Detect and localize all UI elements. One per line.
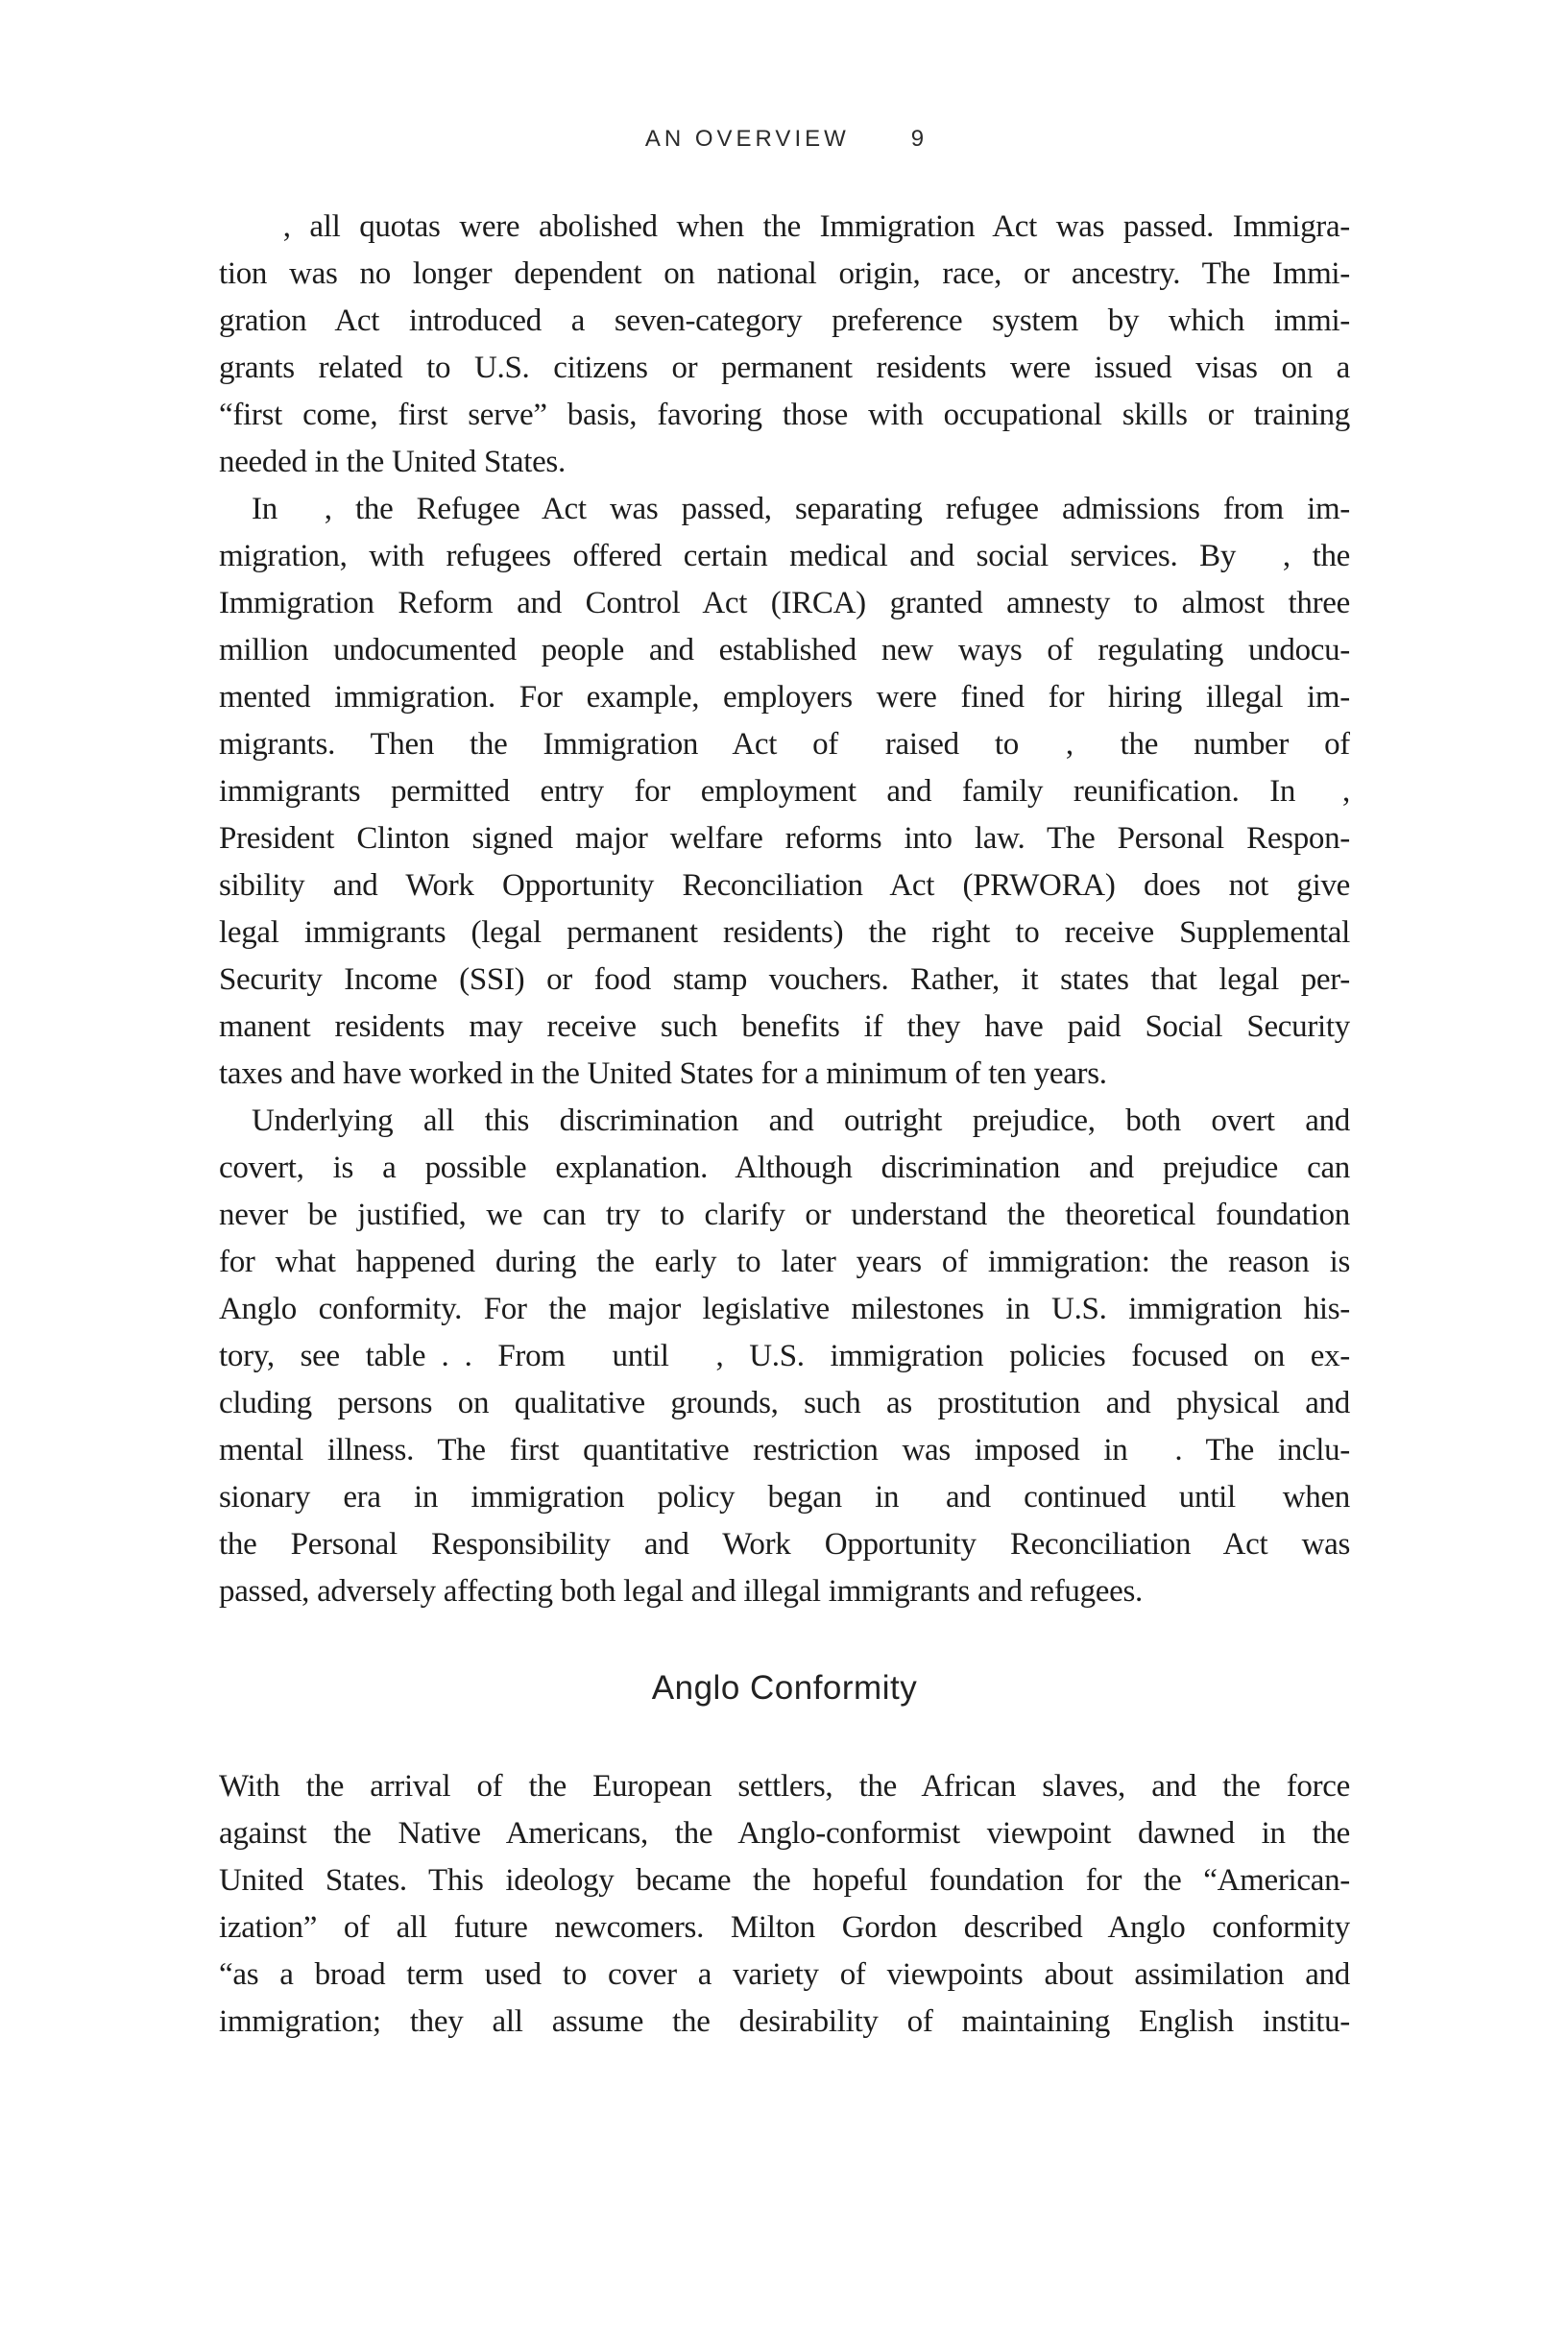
- section-paragraphs: [219, 1763, 1350, 2046]
- text-line: ization” of all future newcomers. Milton Gordon described Anglo conformity: [219, 1910, 1350, 1945]
- text-line: President Clinton signed major welfare reforms into law. The Personal Respon-: [219, 821, 1350, 856]
- text-line: gration Act introduced a seven-category preference system by which immi-: [219, 303, 1350, 338]
- text-line: tory, see table . . From until , U.S. immigration policies focused on ex-: [219, 1339, 1350, 1373]
- text-line: mental illness. The first quantitative restriction was imposed in . The inclu-: [219, 1433, 1350, 1467]
- text-line: manent residents may receive such benefits if they have paid Social Security: [219, 1009, 1350, 1044]
- running-header: [219, 126, 1350, 153]
- text-line: sionary era in immigration policy began in and continued until when: [219, 1480, 1350, 1515]
- text-line: United States. This ideology became the hopeful foundation for the “American-: [219, 1863, 1350, 1898]
- section-heading: Anglo Conformity: [651, 1669, 918, 1707]
- text-line: tion was no longer dependent on national origin, race, or ancestry. The Immi-: [219, 256, 1350, 291]
- text-line: cluding persons on qualitative grounds, such as prostitution and physical and: [219, 1386, 1350, 1420]
- text-line: migration, with refugees offered certain medical and social services. By , the: [219, 539, 1350, 573]
- text-line: , all quotas were abolished when the Immigration Act was passed. Immigra-: [252, 209, 1350, 244]
- running-title: AN OVERVIEW: [644, 126, 850, 152]
- paragraph: [219, 204, 1350, 486]
- text-line: passed, adversely affecting both legal and illegal immigrants and refugees.: [219, 1574, 1143, 1609]
- text-line: for what happened during the early to later years of immigration: the reason is: [219, 1245, 1350, 1279]
- text-column: [219, 204, 1350, 2046]
- text-line: needed in the United States.: [219, 445, 566, 479]
- text-line: grants related to U.S. citizens or permanent residents were issued visas on a: [219, 351, 1350, 385]
- paragraph: [219, 1763, 1350, 2046]
- text-line: covert, is a possible explanation. Although discrimination and prejudice can: [219, 1151, 1350, 1185]
- text-line: In , the Refugee Act was passed, separating refugee admissions from im-: [252, 492, 1350, 526]
- paragraph: [219, 486, 1350, 1098]
- text-line: never be justified, we can try to clarify or understand the theoretical foundation: [219, 1198, 1350, 1232]
- page-number: 9: [910, 126, 925, 152]
- text-line: immigrants permitted entry for employment and family reunification. In ,: [219, 774, 1350, 809]
- text-line: sibility and Work Opportunity Reconciliation Act (PRWORA) does not give: [219, 868, 1350, 903]
- text-line: against the Native Americans, the Anglo-conformist viewpoint dawned in the: [219, 1816, 1350, 1851]
- text-line: immigration; they all assume the desirability of maintaining English institu-: [219, 2004, 1350, 2039]
- text-line: Immigration Reform and Control Act (IRCA) granted amnesty to almost three: [219, 586, 1350, 620]
- text-line: “first come, first serve” basis, favoring those with occupational skills or training: [219, 398, 1350, 432]
- paragraph: [219, 1098, 1350, 1615]
- text-line: migrants. Then the Immigration Act of raised to , the number of: [219, 727, 1350, 762]
- text-line: Underlying all this discrimination and outright prejudice, both overt and: [252, 1103, 1350, 1138]
- text-line: taxes and have worked in the United States for a minimum of ten years.: [219, 1056, 1107, 1091]
- main-paragraphs: [219, 204, 1350, 1615]
- text-line: “as a broad term used to cover a variety of viewpoints about assimilation and: [219, 1957, 1350, 1992]
- text-line: million undocumented people and established new ways of regulating undocu-: [219, 633, 1350, 667]
- text-line: With the arrival of the European settlers, the African slaves, and the force: [219, 1769, 1350, 1804]
- text-line: mented immigration. For example, employers were fined for hiring illegal im-: [219, 680, 1350, 715]
- text-line: Security Income (SSI) or food stamp vouchers. Rather, it states that legal per-: [219, 962, 1350, 997]
- text-line: the Personal Responsibility and Work Opportunity Reconciliation Act was: [219, 1527, 1350, 1562]
- text-line: Anglo conformity. For the major legislative milestones in U.S. immigration his-: [219, 1292, 1350, 1326]
- text-line: legal immigrants (legal permanent residents) the right to receive Supplemental: [219, 915, 1350, 950]
